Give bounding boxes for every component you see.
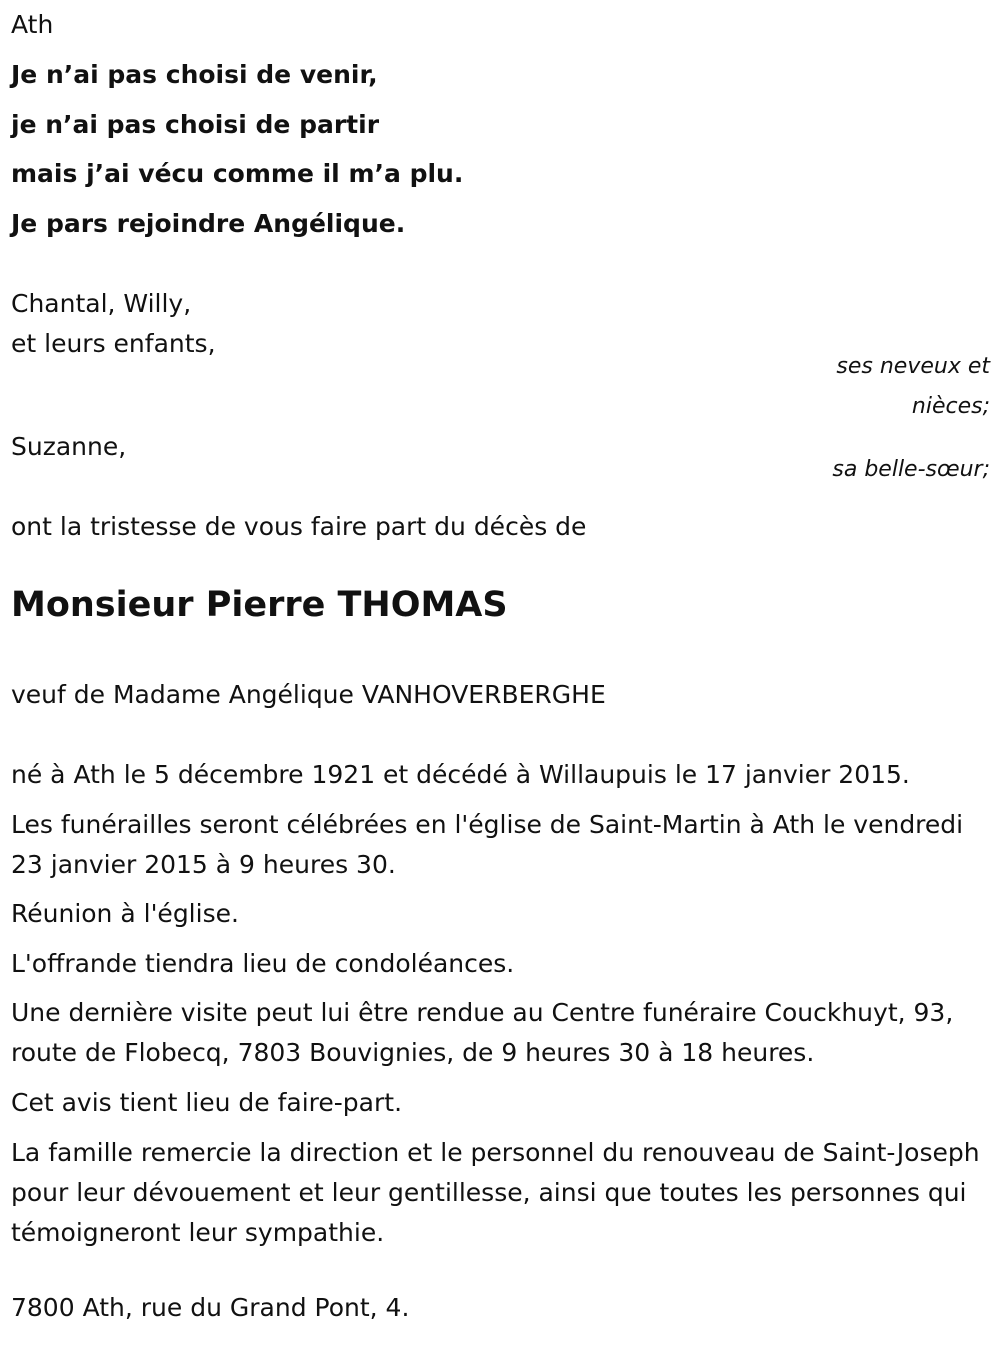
deceased-name: Monsieur Pierre THOMAS [11, 585, 508, 625]
birth-death-details: né à Ath le 5 décembre 1921 et décédé à Willaupuis le 17 janvier 2015. [11, 760, 910, 789]
address: 7800 Ath, rue du Grand Pont, 4. [11, 1293, 410, 1322]
poem-line: Je pars rejoindre Angélique. [11, 209, 406, 238]
announcement-text: ont la tristesse de vous faire part du décès de [11, 512, 587, 541]
sister-in-law-name: Suzanne, [11, 432, 127, 461]
location-label: Ath [11, 10, 54, 39]
poem-line: Je n’ai pas choisi de venir, [11, 60, 378, 89]
funeral-details: Les funérailles seront célébrées en l'église de Saint-Martin à Ath le vendredi 23 janvier 2015 à 9 heures 30. [11, 810, 964, 879]
family-relation: nièces; [911, 394, 990, 419]
family-relation: ses neveux et [836, 354, 990, 379]
family-children: et leurs enfants, [11, 329, 216, 358]
gathering-details: Réunion à l'église. [11, 899, 239, 928]
poem-line: je n’ai pas choisi de partir [11, 110, 380, 139]
sister-in-law-relation: sa belle-sœur; [832, 457, 990, 482]
thanks-details: La famille remercie la direction et le personnel du renouveau de Saint-Joseph pour leur dévouement et leur gentillesse, ainsi que toutes les personnes qui témoigneront leur sympathie. [11, 1138, 980, 1247]
visit-details: Une dernière visite peut lui être rendue au Centre funéraire Couckhuyt, 93, route de Flobecq, 7803 Bouvignies, de 9 heures 30 à 18 heures. [11, 998, 954, 1067]
notice-details: Cet avis tient lieu de faire-part. [11, 1088, 403, 1117]
poem-line: mais j’ai vécu comme il m’a plu. [11, 159, 464, 188]
family-names: Chantal, Willy, [11, 289, 192, 318]
condolences-details: L'offrande tiendra lieu de condoléances. [11, 949, 515, 978]
widower-of: veuf de Madame Angélique VANHOVERBERGHE [11, 680, 606, 709]
